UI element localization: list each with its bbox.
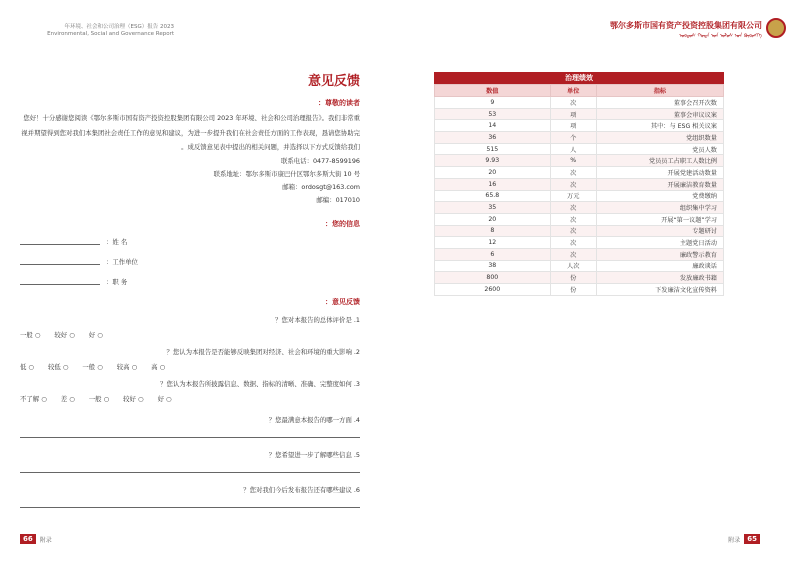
td-unit: 项 [550,108,596,120]
q3-option-fairly-good[interactable]: ○ 较好 [123,394,144,403]
td-value: 12 [435,237,551,249]
td-unit: 次 [550,225,596,237]
workplace-field[interactable] [20,257,360,266]
table-row [435,248,724,260]
contact-phone: 联系电话：0477-8599196 [281,156,360,165]
q2-option-average[interactable]: ○ 一般 [82,362,103,371]
td-value: 8 [435,225,551,237]
header-indicator: 指标 [596,85,723,97]
position-input[interactable] [20,278,100,285]
name-input[interactable] [20,238,100,245]
td-indicator: 开展廉洁教育数量 [596,178,723,190]
td-value: 38 [435,260,551,272]
question-4: 4. 您最满意本报告的哪一方面？ [268,415,360,424]
table-row [435,225,724,237]
td-unit: 项 [550,120,596,132]
feedback-intro: 您好！十分感谢您阅读《鄂尔多斯市国有资产投资控股集团有限公司 2023 年环境、社会和公司治理报告》。我们非常重视并期望得到您对我们本集团社会责任工作的意见和建议，为进一步提升我们在社会责任方面的工作表现，恳请您协助完成反馈意见表中提出的相关问题，并选择以下方式反馈给我们。 [21,114,360,151]
question-2: 2. 您认为本报告是否能够反映集团对经济、社会和环境的重大影响？ [166,347,360,356]
td-indicator: 发放廉政书籍 [596,272,723,284]
position-field[interactable] [20,277,360,286]
td-value: 14 [435,120,551,132]
name-field[interactable] [20,237,360,246]
footer-left [20,534,52,544]
td-value: 9 [435,97,551,109]
q2-option-low[interactable]: ○ 低 [20,362,34,371]
company-header [596,18,786,40]
q3-option-poor[interactable]: ○ 差 [60,394,75,403]
td-indicator: 党费缴纳 [596,190,723,202]
governance-table-title: 治理绩效 [434,72,724,84]
q3-option-average[interactable]: ○ 一般 [88,394,110,403]
td-indicator: 党员员工占职工人数比例 [596,155,723,167]
td-indicator: 开展党建活动数量 [596,167,723,179]
table-row [435,272,724,284]
question-1: 1. 您对本报告的总体评价是？ [275,315,360,324]
company-logo-icon [766,18,786,38]
table-row [435,178,724,190]
question-3-options [20,394,360,403]
q1-option-average[interactable]: ○ 一般 [20,330,41,339]
td-indicator: 党组织数量 [596,132,723,144]
table-row [435,260,724,272]
question-5-answer[interactable] [20,463,360,473]
td-value: 65.8 [435,190,551,202]
table-row [435,143,724,155]
footer-right-label: 附录 [728,536,741,544]
table-row [435,213,724,225]
q2-option-fairly-low[interactable]: ○ 较低 [48,362,69,371]
report-english-title: Environmental, Social and Governance Report [47,31,174,37]
td-unit: 个 [550,132,596,144]
td-unit: 次 [550,237,596,249]
table-row [435,190,724,202]
td-indicator: 主题党日活动 [596,237,723,249]
question-3: 3. 您认为本报告所披露信息、数据、指标的清晰、准确、完整度如何？ [160,379,360,388]
table-row [435,132,724,144]
td-value: 2600 [435,284,551,296]
td-unit: 份 [550,284,596,296]
td-indicator: 廉政谈话 [596,260,723,272]
question-5: 5. 您希望进一步了解哪些信息？ [268,450,360,459]
governance-table [434,72,724,296]
td-value: 36 [435,132,551,144]
table-row [435,202,724,214]
td-value: 20 [435,167,551,179]
td-unit: 次 [550,178,596,190]
td-unit: 人次 [550,260,596,272]
td-value: 20 [435,213,551,225]
td-value: 9.93 [435,155,551,167]
reader-heading: 尊敬的读者： [318,99,360,107]
td-unit: 份 [550,272,596,284]
td-unit: 次 [550,167,596,179]
td-indicator: 开展“第一议题”学习 [596,213,723,225]
td-unit: 万元 [550,190,596,202]
company-name-mn: ᠣᠷᠳᠣᠰ ᠬᠣᠲᠠ ᠤᠨ ᠤᠯᠤᠰ ᠤᠨ ᠬᠥᠷᠥᠩᠭᠡ [679,33,762,39]
report-header-left [14,22,174,37]
q2-option-high[interactable]: ○ 高 [151,362,166,371]
contact-address: 联系地址：鄂尔多斯市康巴什区鄂尔多斯大街 10 号 [213,169,360,178]
q3-option-good[interactable]: ○ 好 [157,394,172,403]
td-value: 515 [435,143,551,155]
page-number-left: 66 [20,534,36,544]
td-value: 16 [435,178,551,190]
table-row [435,108,724,120]
table-row [435,97,724,109]
td-indicator: 党员人数 [596,143,723,155]
td-unit: 次 [550,202,596,214]
company-name-cn: 鄂尔多斯市国有资产投资控股集团有限公司 [610,21,762,30]
position-label: 职 务： [106,277,128,286]
question-4-answer[interactable] [20,428,360,438]
td-value: 800 [435,272,551,284]
info-heading: 您的信息： [325,219,360,228]
header-value: 数值 [435,85,551,97]
q1-option-good[interactable]: ○ 好 [88,330,103,339]
td-indicator: 廉政警示教育 [596,248,723,260]
workplace-input[interactable] [20,258,100,265]
td-indicator: 下发廉洁文化宣传资料 [596,284,723,296]
td-unit: 人 [550,143,596,155]
header-unit: 单位 [550,85,596,97]
td-indicator: 董事会召开次数 [596,97,723,109]
td-indicator: 董事会审议议案 [596,108,723,120]
q1-option-fairly-good[interactable]: ○ 较好 [54,330,75,339]
q2-option-fairly-high[interactable]: ○ 较高 [116,362,138,371]
governance-data-table [434,84,724,296]
table-row [435,120,724,132]
contact-email: 邮箱：ordosgt@163.com [282,182,360,191]
td-value: 35 [435,202,551,214]
q3-option-unknown[interactable]: ○ 不了解 [20,394,47,403]
contact-postcode: 邮编：017010 [316,195,360,204]
td-indicator: 专题研讨 [596,225,723,237]
question-6: 6. 您对我们今后发布报告还有哪些建议？ [243,485,360,494]
table-row [435,155,724,167]
td-unit: % [550,155,596,167]
table-row [435,284,724,296]
table-body [435,97,724,296]
table-row [435,237,724,249]
opinion-heading: 意见反馈： [325,297,360,306]
feedback-title: 意见反馈 [307,74,360,89]
td-value: 53 [435,108,551,120]
footer-right [728,534,760,544]
td-value: 6 [435,248,551,260]
report-year-title: 2023 年环境、社会和公司治理（ESG）报告 [64,24,174,30]
td-unit: 次 [550,97,596,109]
question-1-options [20,330,360,339]
td-indicator: 组织集中学习 [596,202,723,214]
table-header-row [435,85,724,97]
footer-left-label: 附录 [39,536,52,544]
workplace-label: 工作单位： [106,257,138,266]
question-2-options [20,362,360,371]
name-label: 姓 名： [106,237,128,246]
table-row [435,167,724,179]
page-number-right: 65 [744,534,760,544]
feedback-form [20,70,360,508]
question-6-answer[interactable] [20,498,360,508]
td-unit: 次 [550,248,596,260]
td-unit: 次 [550,213,596,225]
td-indicator: 其中：与 ESG 相关议案 [596,120,723,132]
